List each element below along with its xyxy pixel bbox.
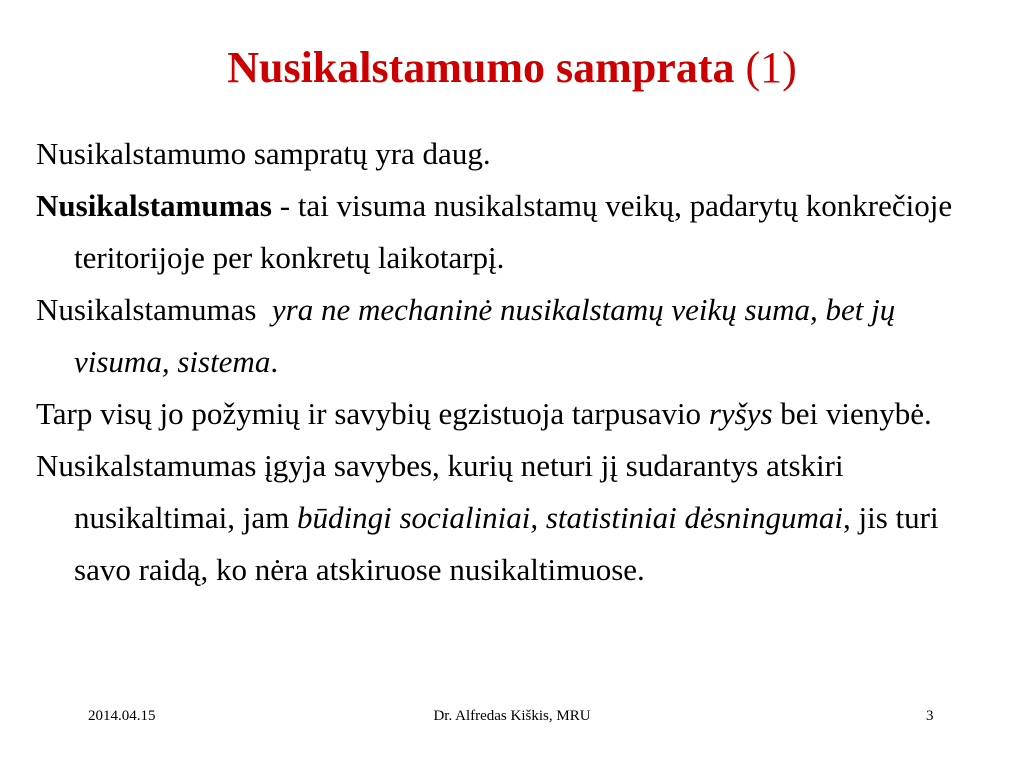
paragraph-4-lead: Tarp visų jo požymių ir savybių egzistuoja tarpusavio [36,396,709,431]
paragraph-5-italic: būdingi socialiniai, statistiniai dėsningumai [297,500,843,535]
paragraph-1 [36,128,996,180]
footer-author: Dr. Alfredas Kiškis, MRU [433,708,591,724]
paragraph-3-trail: . [270,344,279,379]
footer-date: 2014.04.15 [88,708,156,724]
paragraph-5-trail: , jis turi savo raidą, ko nėra atskiruose nusikaltimuose. [74,500,939,587]
slide-body [36,128,996,596]
slide-title [0,40,1024,96]
footer-page-number: 3 [926,708,934,724]
paragraph-1-text: Nusikalstamumo sampratų yra daug. [36,136,491,171]
paragraph-4-trail: bei vienybė. [772,396,932,431]
slide-title-main: Nusikalstamumo samprata [227,43,735,92]
paragraph-5-lead: Nusikalstamumas įgyja savybes, kurių neturi jį sudarantys atskiri nusikaltimai, jam [36,448,844,535]
paragraph-4-italic: ryšys [708,396,773,431]
paragraph-4 [36,388,996,440]
paragraph-3 [36,284,996,388]
paragraph-2-definition: - tai visuma nusikalstamų veikų, padarytų konkrečioje teritorijoje per konkretų laikotarpį. [74,188,953,275]
paragraph-3-italic: yra ne mechaninė nusikalstamų veikų suma, bet jų visuma, sistema [74,292,896,379]
paragraph-3-lead: Nusikalstamumas [36,292,272,327]
paragraph-2-term: Nusikalstamumas [36,188,272,223]
paragraph-5 [36,440,996,596]
paragraph-2 [36,180,996,284]
slide-title-number: (1) [745,43,797,92]
